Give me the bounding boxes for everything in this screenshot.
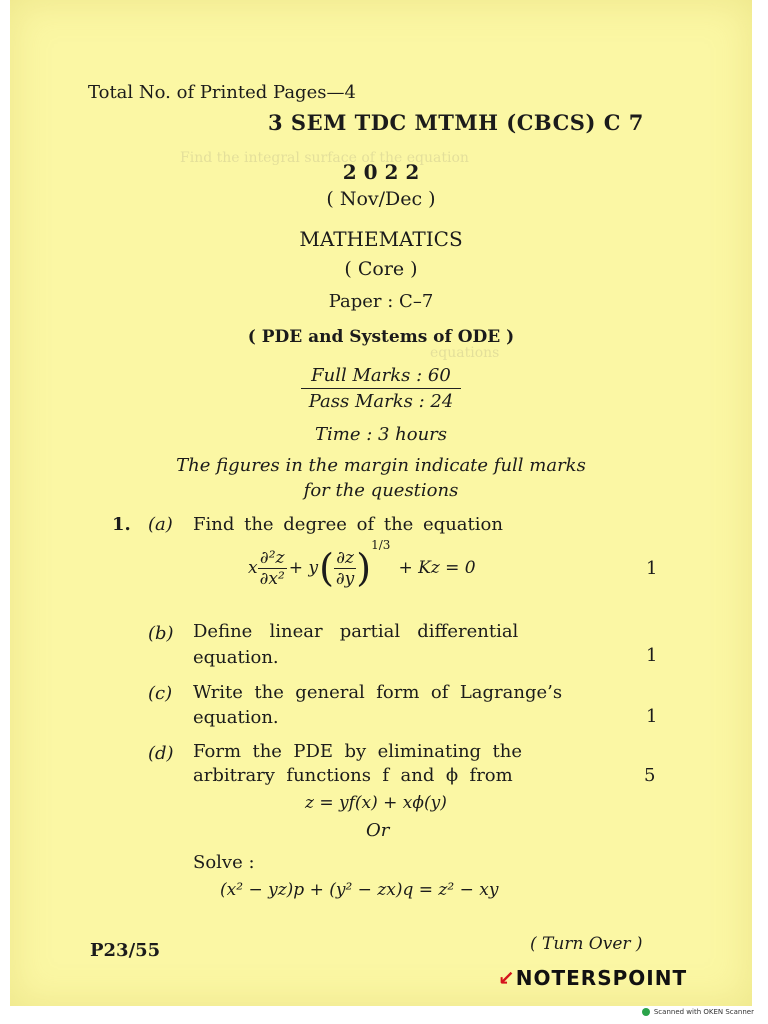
scanner-text: Scanned with OKEN Scanner: [653, 1008, 754, 1016]
eq-plus-y: + y: [288, 558, 319, 578]
instruction-line-2: for the questions: [303, 480, 459, 501]
eq-left-paren: (: [319, 546, 334, 590]
pass-marks: Pass Marks : 24: [308, 391, 454, 412]
question-number: 1.: [112, 514, 131, 535]
eq-numerator-1: ∂²z: [259, 547, 285, 568]
bleed-through-text: equations: [430, 345, 500, 361]
scanner-watermark: [642, 1008, 754, 1016]
eq-power: 1/3: [371, 538, 391, 552]
part-b-marks: 1: [646, 645, 658, 666]
printed-pages: Total No. of Printed Pages—4: [88, 82, 356, 103]
eq-fraction-2: [334, 548, 356, 589]
part-a-text: Find the degree of the equation: [193, 514, 503, 535]
solve-label: Solve :: [193, 852, 255, 873]
part-d-marks: 5: [644, 765, 656, 786]
eq-denominator-2: ∂y: [335, 568, 355, 589]
subject-title: MATHEMATICS: [299, 227, 463, 251]
eq-denominator-1: ∂x²: [259, 568, 285, 589]
turn-over: ( Turn Over ): [530, 934, 643, 954]
part-a-equation: [248, 538, 476, 598]
part-b-label: (b): [148, 623, 174, 644]
logo-n-icon: ↙: [498, 966, 516, 990]
part-c-line-2: equation.: [193, 707, 279, 728]
exam-paper: [10, 0, 752, 1006]
full-marks: Full Marks : 60: [311, 365, 451, 386]
marks-block: [10, 365, 752, 412]
paper-number: Paper : C–7: [328, 291, 434, 312]
eq-x: x: [248, 558, 258, 578]
exam-year: 2 0 2 2: [342, 160, 420, 184]
part-c-line-1: Write the general form of Lagrange’s: [193, 682, 563, 703]
exam-time: Time : 3 hours: [314, 424, 448, 445]
page-code: P23/55: [90, 940, 161, 961]
noterspoint-logo: [498, 966, 687, 990]
part-c-label: (c): [148, 683, 173, 704]
paper-code: 3 SEM TDC MTMH (CBCS) C 7: [268, 110, 644, 135]
bleed-through-text: Find the integral surface of the equation: [180, 150, 469, 166]
eq-fraction-1: [258, 548, 287, 589]
part-c-marks: 1: [646, 706, 658, 727]
instruction-line-1: The figures in the margin indicate full marks: [176, 455, 586, 476]
eq-right-paren: ): [356, 546, 372, 590]
logo-text: NOTERSPOINT: [515, 966, 688, 990]
part-d-line-2: arbitrary functions f and ϕ from: [193, 765, 513, 786]
part-a-label: (a): [148, 514, 173, 535]
part-d-line-1: Form the PDE by eliminating the: [193, 741, 522, 762]
scanner-icon: [642, 1008, 650, 1016]
part-b-line-1: Define linear partial differential: [193, 621, 519, 642]
part-d-label: (d): [148, 743, 174, 764]
exam-session: ( Nov/Dec ): [326, 188, 436, 210]
solve-equation: (x² − yz)p + (y² − zx)q = z² − xy: [220, 880, 499, 900]
paper-title: ( PDE and Systems of ODE ): [247, 327, 515, 347]
marks-divider: [301, 388, 461, 389]
eq-tail: + Kz = 0: [398, 558, 476, 578]
eq-numerator-2: ∂z: [336, 547, 354, 568]
part-d-equation: z = yf(x) + xϕ(y): [305, 793, 447, 813]
part-b-line-2: equation.: [193, 647, 279, 668]
course-type: ( Core ): [344, 258, 418, 280]
or-separator: Or: [366, 820, 390, 841]
part-a-marks: 1: [646, 558, 658, 579]
